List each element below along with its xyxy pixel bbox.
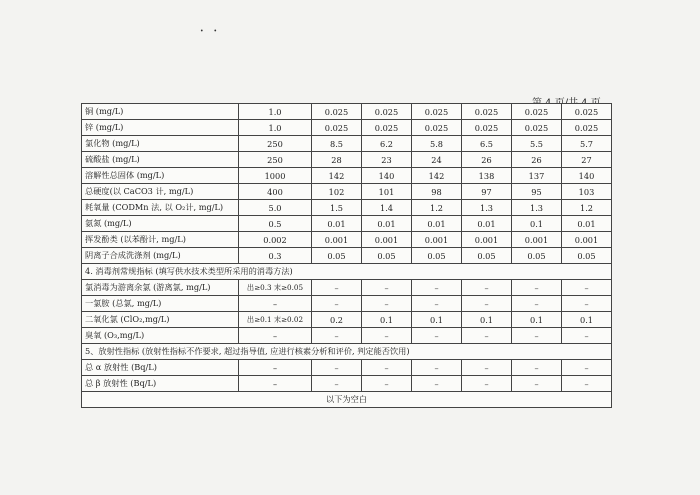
standard-limit: 0.3 <box>239 248 312 264</box>
sample-value: 137 <box>512 168 562 184</box>
sample-value: – <box>362 328 412 344</box>
table-section-disinfectant-header <box>82 264 612 280</box>
table-row <box>82 184 612 200</box>
standard-limit: – <box>239 328 312 344</box>
blank-below-note: 以下为空白 <box>82 392 612 408</box>
sample-value: 0.1 <box>562 312 612 328</box>
sample-value: – <box>562 296 612 312</box>
sample-value: 0.01 <box>562 216 612 232</box>
sample-value: 0.01 <box>362 216 412 232</box>
standard-limit: 1.0 <box>239 120 312 136</box>
water-quality-table <box>81 103 612 408</box>
indicator-name: 溶解性总固体 (mg/L) <box>82 168 239 184</box>
sample-value: 103 <box>562 184 612 200</box>
sample-value: 0.025 <box>412 120 462 136</box>
indicator-name: 二氧化氯 (ClO₂,mg/L) <box>82 312 239 328</box>
sample-value: – <box>412 328 462 344</box>
sample-value: – <box>462 376 512 392</box>
indicator-name: 氯消毒为游离余氯 (游离氯, mg/L) <box>82 280 239 296</box>
section-5-title: 5、放射性指标 (放射性指标不作要求, 超过指导值, 应进行核素分析和评价, 判定能否饮用) <box>82 344 612 360</box>
indicator-name: 锌 (mg/L) <box>82 120 239 136</box>
sample-value: – <box>312 296 362 312</box>
standard-limit: – <box>239 360 312 376</box>
sample-value: 142 <box>412 168 462 184</box>
sample-value: 0.05 <box>562 248 612 264</box>
sample-value: 27 <box>562 152 612 168</box>
sample-value: – <box>312 328 362 344</box>
sample-value: – <box>512 296 562 312</box>
sample-value: 98 <box>412 184 462 200</box>
sample-value: 0.05 <box>512 248 562 264</box>
standard-limit: 400 <box>239 184 312 200</box>
sample-value: 0.001 <box>312 232 362 248</box>
sample-value: – <box>512 360 562 376</box>
sample-value: 0.05 <box>412 248 462 264</box>
sample-value: 26 <box>462 152 512 168</box>
sample-value: 28 <box>312 152 362 168</box>
sample-value: – <box>362 376 412 392</box>
sample-value: 0.05 <box>462 248 512 264</box>
sample-value: 101 <box>362 184 412 200</box>
sample-value: 5.7 <box>562 136 612 152</box>
sample-value: – <box>462 296 512 312</box>
section-row <box>82 344 612 360</box>
sample-value: 0.05 <box>362 248 412 264</box>
sample-value: 0.001 <box>412 232 462 248</box>
sample-value: 0.025 <box>512 120 562 136</box>
sample-value: – <box>512 376 562 392</box>
sample-value: 140 <box>362 168 412 184</box>
sample-value: 0.1 <box>512 312 562 328</box>
sample-value: 142 <box>312 168 362 184</box>
table-row <box>82 312 612 328</box>
sample-value: – <box>312 280 362 296</box>
indicator-name: 阴离子合成洗涤剂 (mg/L) <box>82 248 239 264</box>
indicator-name: 挥发酚类 (以苯酚计, mg/L) <box>82 232 239 248</box>
sample-value: – <box>512 280 562 296</box>
sample-value: 0.01 <box>412 216 462 232</box>
sample-value: – <box>562 328 612 344</box>
sample-value: 0.001 <box>362 232 412 248</box>
sample-value: 138 <box>462 168 512 184</box>
table-row <box>82 280 612 296</box>
sample-value: 1.3 <box>462 200 512 216</box>
sample-value: 0.025 <box>562 104 612 120</box>
indicator-name: 一氯胺 (总氯, mg/L) <box>82 296 239 312</box>
standard-limit: 0.002 <box>239 232 312 248</box>
sample-value: – <box>462 360 512 376</box>
sample-value: 0.025 <box>362 120 412 136</box>
footer-row <box>82 392 612 408</box>
sample-value: 1.4 <box>362 200 412 216</box>
indicator-name: 臭氧 (O₃,mg/L) <box>82 328 239 344</box>
sample-value: – <box>562 360 612 376</box>
table-row <box>82 152 612 168</box>
standard-limit: 出≥0.1 末≥0.02 <box>239 312 312 328</box>
standard-limit: – <box>239 376 312 392</box>
standard-limit: 250 <box>239 136 312 152</box>
indicator-name: 氯化物 (mg/L) <box>82 136 239 152</box>
sample-value: 1.5 <box>312 200 362 216</box>
standard-limit: 出≥0.3 末≥0.05 <box>239 280 312 296</box>
table-row <box>82 232 612 248</box>
sample-value: 0.025 <box>562 120 612 136</box>
sample-value: 0.001 <box>462 232 512 248</box>
sample-value: 102 <box>312 184 362 200</box>
indicator-name: 总硬度(以 CaCO3 计, mg/L) <box>82 184 239 200</box>
indicator-name: 硫酸盐 (mg/L) <box>82 152 239 168</box>
sample-value: – <box>412 376 462 392</box>
sample-value: 5.5 <box>512 136 562 152</box>
indicator-name: 总 α 放射性 (Bq/L) <box>82 360 239 376</box>
table-row <box>82 296 612 312</box>
standard-limit: 0.5 <box>239 216 312 232</box>
sample-value: 0.025 <box>362 104 412 120</box>
standard-limit: 1000 <box>239 168 312 184</box>
sample-value: – <box>412 360 462 376</box>
table-row <box>82 376 612 392</box>
scan-marks: • • <box>200 28 221 35</box>
sample-value: 0.025 <box>462 104 512 120</box>
sample-value: 0.001 <box>512 232 562 248</box>
table-row <box>82 360 612 376</box>
section-4-title: 4. 消毒剂常规指标 (填写供水技术类型所采用的消毒方法) <box>82 264 612 280</box>
sample-value: – <box>312 360 362 376</box>
indicator-name: 铜 (mg/L) <box>82 104 239 120</box>
sample-value: – <box>412 280 462 296</box>
sample-value: 1.2 <box>562 200 612 216</box>
sample-value: – <box>462 280 512 296</box>
sample-value: – <box>462 328 512 344</box>
sample-value: 5.8 <box>412 136 462 152</box>
standard-limit: 1.0 <box>239 104 312 120</box>
sample-value: 6.2 <box>362 136 412 152</box>
table-row <box>82 248 612 264</box>
sample-value: 8.5 <box>312 136 362 152</box>
sample-value: 0.01 <box>312 216 362 232</box>
sample-value: 0.025 <box>412 104 462 120</box>
sample-value: 140 <box>562 168 612 184</box>
indicator-name: 总 β 放射性 (Bq/L) <box>82 376 239 392</box>
standard-limit: 250 <box>239 152 312 168</box>
indicator-name: 耗氧量 (CODMn 法, 以 O₂计, mg/L) <box>82 200 239 216</box>
sample-value: 0.025 <box>462 120 512 136</box>
sample-value: 0.025 <box>312 120 362 136</box>
table-row <box>82 328 612 344</box>
table-footer <box>82 392 612 408</box>
sample-value: – <box>512 328 562 344</box>
sample-value: 0.025 <box>312 104 362 120</box>
sample-value: 0.2 <box>312 312 362 328</box>
sample-value: 6.5 <box>462 136 512 152</box>
table-row <box>82 168 612 184</box>
table-section-radioactive-header <box>82 344 612 360</box>
sample-value: – <box>412 296 462 312</box>
sample-value: 0.1 <box>362 312 412 328</box>
table-row <box>82 104 612 120</box>
sample-value: 97 <box>462 184 512 200</box>
standard-limit: 5.0 <box>239 200 312 216</box>
sample-value: – <box>562 376 612 392</box>
sample-value: 95 <box>512 184 562 200</box>
sample-value: – <box>312 376 362 392</box>
sample-value: 23 <box>362 152 412 168</box>
table-row <box>82 136 612 152</box>
table-row <box>82 120 612 136</box>
table-section-routine <box>82 104 612 264</box>
sample-value: 0.1 <box>412 312 462 328</box>
table-row <box>82 216 612 232</box>
indicator-name: 氨氮 (mg/L) <box>82 216 239 232</box>
table-row <box>82 200 612 216</box>
sample-value: 24 <box>412 152 462 168</box>
sample-value: 0.01 <box>462 216 512 232</box>
table-section-disinfectant <box>82 280 612 344</box>
sample-value: – <box>362 280 412 296</box>
section-row <box>82 264 612 280</box>
sample-value: 0.05 <box>312 248 362 264</box>
sample-value: 0.1 <box>462 312 512 328</box>
sample-value: 0.025 <box>512 104 562 120</box>
sample-value: 1.2 <box>412 200 462 216</box>
sample-value: – <box>362 360 412 376</box>
sample-value: – <box>362 296 412 312</box>
standard-limit: – <box>239 296 312 312</box>
sample-value: 0.001 <box>562 232 612 248</box>
sample-value: – <box>562 280 612 296</box>
table-section-radioactive <box>82 360 612 392</box>
sample-value: 1.3 <box>512 200 562 216</box>
sample-value: 26 <box>512 152 562 168</box>
sample-value: 0.1 <box>512 216 562 232</box>
